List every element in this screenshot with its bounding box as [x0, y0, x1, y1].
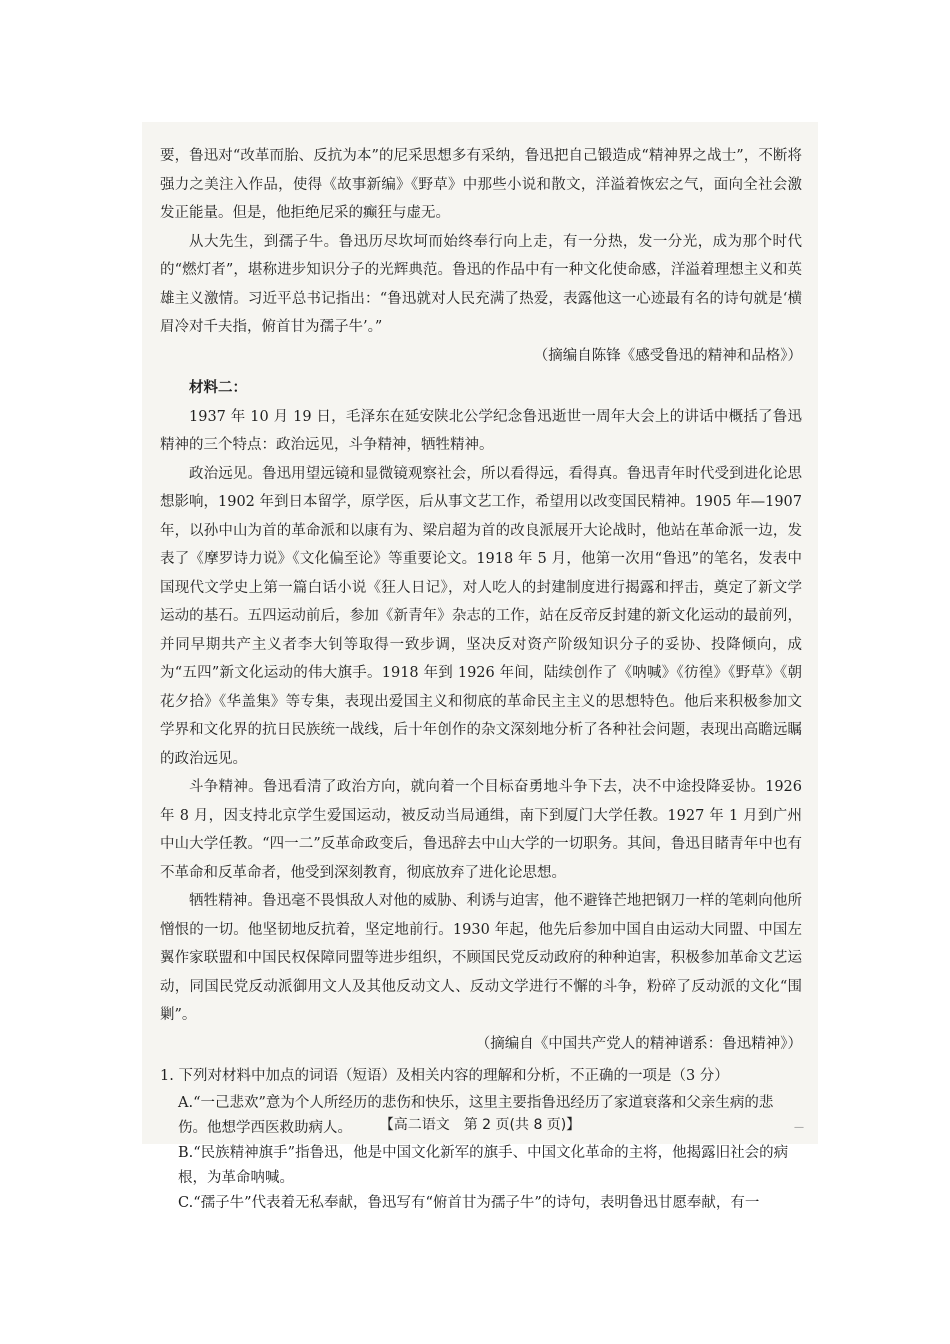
material2-source: （摘编自《中国共产党人的精神谱系：鲁迅精神》）	[475, 1035, 802, 1052]
exam-page	[142, 122, 818, 1211]
question-1-stem: 1. 下列对材料中加点的词语（短语）及相关内容的理解和分析，不正确的一项是（3 分）	[160, 1068, 729, 1084]
material2-paragraph-1: 1937 年 10 月 19 日，毛泽东在延安陕北公学纪念鲁迅逝世一周年大会上的讲话中概括了鲁迅精神的三个特点：政治远见，斗争精神，牺牲精神。	[160, 408, 802, 453]
option-text: “孺子牛”代表着无私奉献，鲁迅写有“俯首甘为孺子牛”的诗句，表明鲁迅甘愿奉献，有一	[193, 1194, 760, 1211]
material1-paragraph-1: 要，鲁迅对“改革而胎、反抗为本”的尼采思想多有采纳，鲁迅把自己锻造成“精神界之战士”，不断将强力之美注入作品，使得《故事新编》《野草》中那些小说和散文，洋溢着恢宏之气，面向全社会激发正能量。但是，他拒绝尼采的癫狂与虚无。	[160, 148, 802, 221]
option-text: “民族精神旗手”指鲁迅，他是中国文化新军的旗手、中国文化革命的主将，他揭露旧社会的病根，为革命呐喊。	[178, 1144, 789, 1186]
material2-paragraph-3: 斗争精神。鲁迅看清了政治方向，就向着一个目标奋勇地斗争下去，决不中途投降妥协。1926 年 8 月，因支持北京学生爱国运动，被反动当局通缉，南下到厦门大学任教。1927 年 1 月到广州中山大学任教。“四一二”反革命政变后，鲁迅辞去中山大学的一切职务。其间，鲁迅目睹青年中也有不革命和反革命者，他受到深刻教育，彻底放弃了进化论思想。	[160, 779, 802, 881]
page-content	[160, 142, 802, 1216]
material1-paragraph-2: 从大先生，到孺子牛。鲁迅历尽坎坷而始终奉行向上走，有一分热，发一分光，成为那个时代的“燃灯者”，堪称进步知识分子的光辉典范。鲁迅的作品中有一种文化使命感，洋溢着理想主义和英雄主义激情。习近平总书记指出：“鲁迅就对人民充满了热爱，表露他这一心迹最有名的诗句就是‘横眉冷对千夫指，俯首甘为孺子牛’。”	[160, 233, 802, 335]
option-label: B.	[178, 1144, 194, 1161]
material2-paragraph-2: 政治远见。鲁迅用望远镜和显微镜观察社会，所以看得远，看得真。鲁迅青年时代受到进化论思想影响，1902 年到日本留学，原学医，后从事文艺工作，希望用以改变国民精神。1905 年—1907 年，以孙中山为首的革命派和以康有为、梁启超为首的改良派展开大论战时，他站在革命派一边，发表了《摩罗诗力说》《文化偏至论》等重要论文。1918 年 5 月，他第一次用“鲁迅”的笔名，发表中国现代文学史上第一篇白话小说《狂人日记》，对人吃人的封建制度进行揭露和抨击，奠定了新文学运动的基石。五四运动前后，参加《新青年》杂志的工作，站在反帝反封建的新文化运动的最前列，并同早期共产主义者李大钊等取得一致步调，坚决反对资产阶级知识分子的妥协、投降倾向，成为“五四”新文化运动的伟大旗手。1918 年到 1926 年间，陆续创作了《呐喊》《彷徨》《野草》《朝花夕拾》《华盖集》等专集，表现出爱国主义和彻底的革命民主主义的思想特色。他后来积极参加文学界和文化界的抗日民族统一战线，后十年创作的杂文深刻地分析了各种社会问题，表现出高瞻远瞩的政治远见。	[160, 465, 802, 767]
option-label: C.	[178, 1194, 194, 1211]
material2-heading: 材料二：	[189, 379, 247, 396]
corner-mark: —	[794, 1122, 804, 1133]
material2-paragraph-4: 牺牲精神。鲁迅毫不畏惧敌人对他的威胁、利诱与迫害，他不避锋芒地把钢刀一样的笔刺向他所憎恨的一切。他坚韧地反抗着，坚定地前行。1930 年起，他先后参加中国自由运动大同盟、中国左翼作家联盟和中国民权保障同盟等进步组织，不顾国民党反动政府的种种迫害，积极参加革命文艺运动，同国民党反动派御用文人及其他反动文人、反动文学进行不懈的斗争，粉碎了反动派的文化“围剿”。	[160, 893, 802, 1023]
material1-source: （摘编自陈锋《感受鲁迅的精神和品格》）	[533, 347, 802, 364]
page-footer: 【高二语文 第 2 页(共 8 页)】	[379, 1117, 581, 1133]
option-text: “一己悲欢”意为个人所经历的悲伤和快乐，这里主要指鲁迅经历了家道衰落和父亲生病的悲伤。他想学西医救助病人。	[178, 1094, 774, 1136]
option-label: A.	[178, 1094, 194, 1111]
question-1-option-b	[160, 1141, 802, 1191]
question-1-option-c	[160, 1191, 802, 1216]
